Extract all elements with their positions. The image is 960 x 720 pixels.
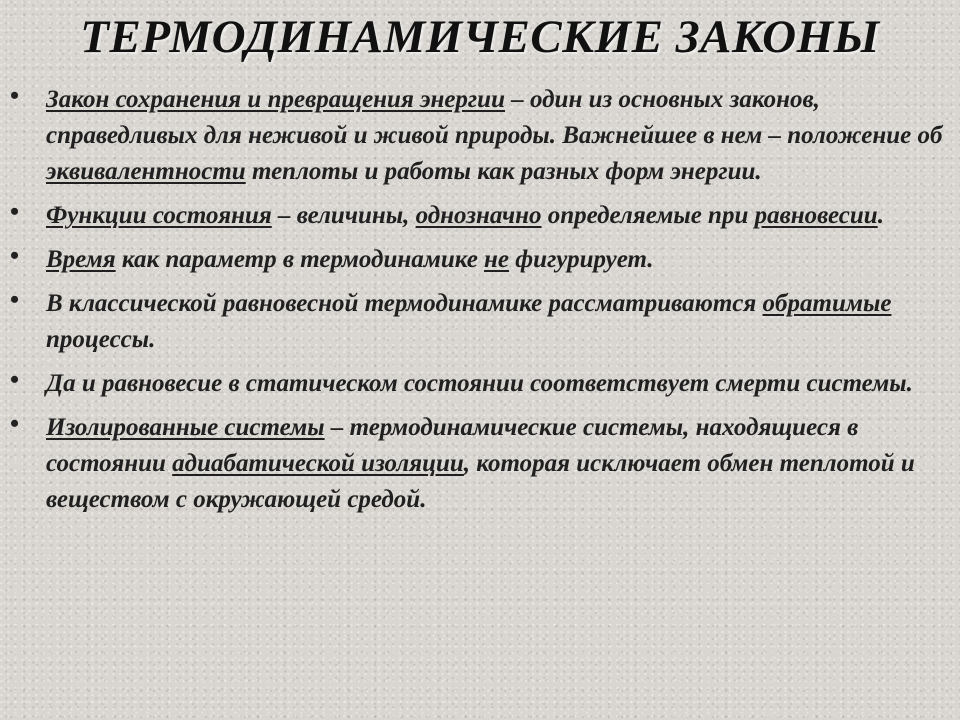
bullet-dot-icon: • (10, 241, 20, 270)
bullet-text: – один из основных законов, справедливых для неживой и живой природы. Важнейшее в нем – положение об (46, 86, 943, 149)
bullet-list (10, 82, 945, 526)
slide-title: ТЕРМОДИНАМИЧЕСКИЕ ЗАКОНЫ (80, 11, 880, 63)
bullet-text: Да и равновесие в статическом состоянии соответствует смерти системы. (46, 370, 913, 397)
underlined-term: Изолированные системы (46, 414, 325, 441)
bullet-item (10, 366, 945, 402)
bullet-text: – термодинамические системы, находящиеся в состоянии (46, 414, 859, 477)
bullet-item (10, 242, 945, 278)
bullet-item (10, 198, 945, 234)
bullet-dot-icon: • (10, 409, 20, 438)
underlined-term: однозначно (415, 202, 542, 229)
bullet-text: , которая исключает обмен теплотой и веществом с окружающей средой. (46, 450, 915, 513)
underlined-term: эквивалентности (46, 158, 246, 185)
underlined-term: Время (46, 246, 116, 273)
bullet-dot-icon: • (10, 197, 20, 226)
underlined-term: обратимые (762, 290, 892, 317)
underlined-term: не (484, 246, 510, 273)
underlined-term: адиабатической изоляции (172, 450, 464, 477)
bullet-text: – величины, (271, 202, 416, 229)
bullet-item (10, 410, 945, 518)
bullet-text: определяемые при (541, 202, 755, 229)
bullet-text: фигурирует. (509, 246, 654, 273)
bullet-dot-icon: • (10, 81, 20, 110)
bullet-text: теплоты и работы как разных форм энергии. (245, 158, 762, 185)
bullet-text: как параметр в термодинамике (115, 246, 485, 273)
underlined-term: Закон сохранения и превращения энергии (46, 86, 505, 113)
underlined-term: Функции состояния (46, 202, 272, 229)
bullet-dot-icon: • (10, 285, 20, 314)
bullet-text: В классической равновесной термодинамике рассматриваются (46, 290, 763, 317)
bullet-item (10, 286, 945, 358)
bullet-dot-icon: • (10, 365, 20, 394)
underlined-term: равновесии (754, 202, 878, 229)
bullet-text: . (877, 202, 884, 229)
bullet-item (10, 82, 945, 190)
bullet-text: процессы. (46, 326, 156, 353)
